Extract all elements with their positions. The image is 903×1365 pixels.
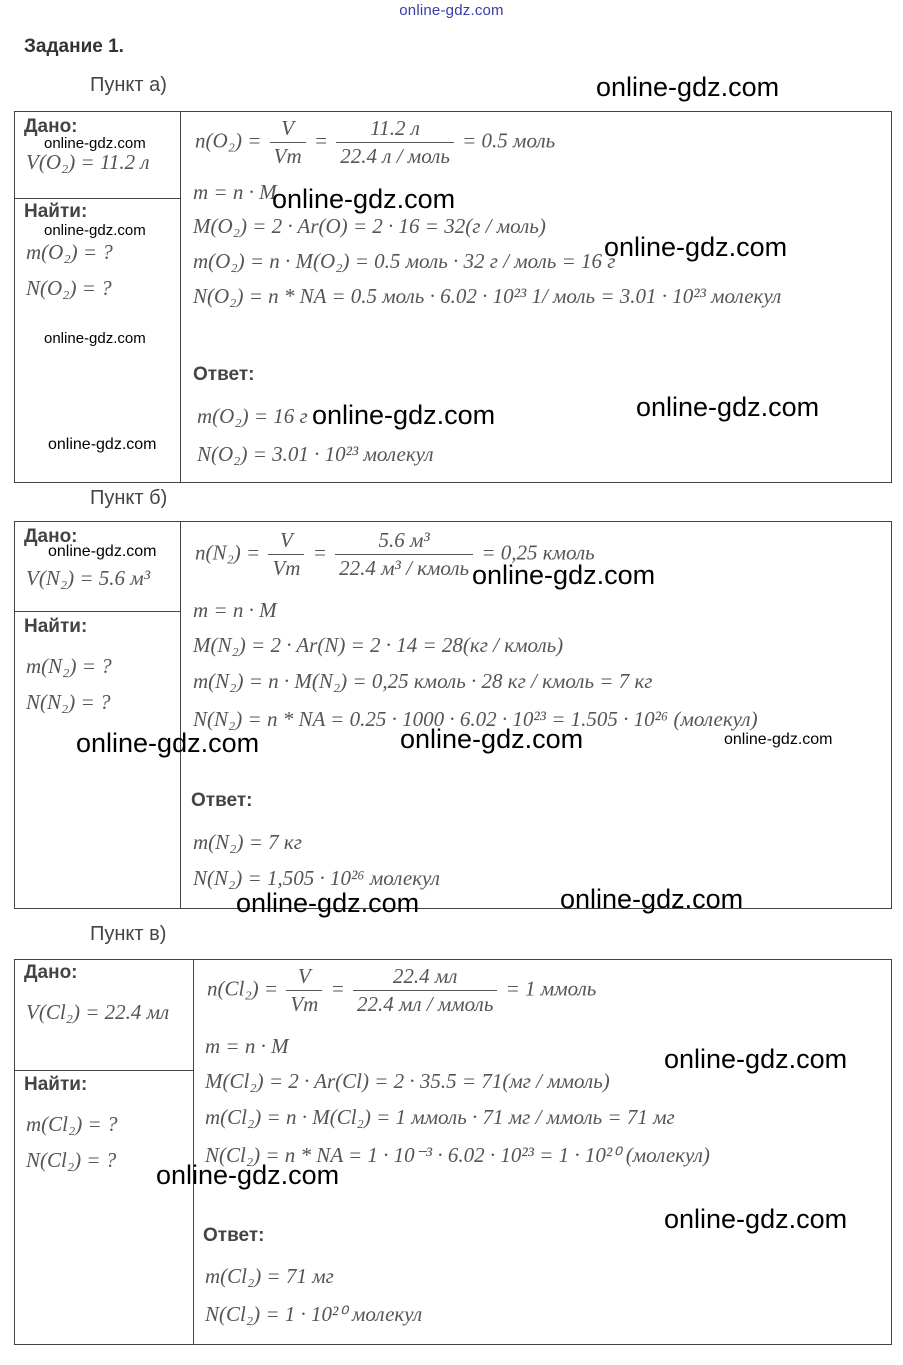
- watermark: online-gdz.com: [560, 884, 744, 914]
- watermark: online-gdz.com: [472, 560, 656, 590]
- part-c-equation-moles: n(Cl₂) = $\frac{V}{Vm}$ = $\frac{22.4 мл}{\text{22.4 мл / ммоль}}$ = 1 ммоль: [207, 964, 597, 1016]
- part-a-answer-count: N(O₂) = 3.01 · 10²³ молекул: [197, 442, 434, 466]
- part-c-find-mass: m(Cl₂) = ?: [26, 1112, 118, 1136]
- part-c-title: Пункт в): [90, 923, 167, 945]
- part-c-panel: [14, 959, 892, 1345]
- part-b-title: Пункт б): [90, 487, 168, 509]
- part-c-equation-mass-formula: m = n · M: [205, 1034, 289, 1058]
- part-b-find-count: N(N₂) = ?: [26, 690, 111, 714]
- part-b-answer-mass: m(N₂) = 7 кг: [193, 830, 302, 854]
- watermark: online-gdz.com: [272, 184, 456, 214]
- site-header-link[interactable]: online-gdz.com: [399, 2, 504, 19]
- watermark: online-gdz.com: [636, 392, 820, 422]
- part-c-given-label: Дано:: [24, 962, 78, 983]
- part-c-find-label: Найти:: [24, 1074, 88, 1095]
- watermark: online-gdz.com: [312, 400, 496, 430]
- part-a-equation-mass: m(O₂) = n · M(O₂) = 0.5 моль · 32 г / моль = 16 г: [193, 249, 616, 273]
- part-a-answer-mass: m(O₂) = 16 г: [197, 404, 308, 428]
- part-b-find-mass: m(N₂) = ?: [26, 654, 112, 678]
- part-a-equation-molar-mass: M(O₂) = 2 · Ar(O) = 2 · 16 = 32(г / моль): [193, 214, 546, 238]
- watermark: online-gdz.com: [48, 436, 157, 453]
- part-a-title: Пункт а): [90, 74, 167, 96]
- part-b-equation-mass: m(N₂) = n · M(N₂) = 0,25 кмоль · 28 кг / кмоль = 7 кг: [193, 669, 653, 693]
- part-a-find-mass: m(O₂) = ?: [26, 240, 113, 264]
- part-a-given-value: V(O₂) = 11.2 л: [26, 150, 150, 174]
- part-b-find-label: Найти:: [24, 616, 88, 637]
- watermark: online-gdz.com: [400, 724, 584, 754]
- part-b-equation-moles: n(N₂) = $\frac{V}{Vm}$ = $\frac{\text{5.6 м³}}{\text{22.4 м³ / кмоль}}$ = 0,25 кмоль: [195, 528, 595, 580]
- part-b-equation-count: N(N₂) = n * NA = 0.25 · 1000 · 6.02 · 10²³ = 1.505 · 10²⁶ (молекул): [193, 707, 758, 731]
- watermark: online-gdz.com: [664, 1044, 848, 1074]
- part-c-given-value: V(Cl₂) = 22.4 мл: [26, 1000, 170, 1024]
- part-b-given-value: V(N₂) = 5.6 м³: [26, 566, 150, 590]
- part-b-panel: [14, 521, 892, 909]
- watermark: online-gdz.com: [44, 330, 146, 347]
- part-b-given-label: Дано:: [24, 526, 78, 547]
- part-c-answer-label: Ответ:: [203, 1225, 265, 1246]
- task-title: Задание 1.: [24, 36, 124, 57]
- part-c-answer-mass: m(Cl₂) = 71 мг: [205, 1264, 334, 1288]
- watermark: online-gdz.com: [604, 232, 788, 262]
- part-c-equation-count: N(Cl₂) = n * NA = 1 · 10⁻³ · 6.02 · 10²³ = 1 · 10²⁰ (молекул): [205, 1143, 710, 1167]
- watermark: online-gdz.com: [724, 731, 833, 748]
- watermark: online-gdz.com: [664, 1204, 848, 1234]
- part-c-equation-molar-mass: M(Cl₂) = 2 · Ar(Cl) = 2 · 35.5 = 71(мг / ммоль): [205, 1069, 610, 1093]
- part-b-equation-molar-mass: M(N₂) = 2 · Ar(N) = 2 · 14 = 28(кг / кмоль): [193, 633, 564, 657]
- part-c-answer-count: N(Cl₂) = 1 · 10²⁰ молекул: [205, 1302, 423, 1326]
- part-a-find-count: N(O₂) = ?: [26, 276, 112, 300]
- watermark: online-gdz.com: [76, 728, 260, 758]
- watermark: online-gdz.com: [48, 543, 157, 560]
- watermark: online-gdz.com: [44, 135, 146, 152]
- part-b-answer-count: N(N₂) = 1,505 · 10²⁶ молекул: [193, 866, 440, 890]
- watermark: online-gdz.com: [596, 72, 780, 102]
- watermark: online-gdz.com: [156, 1160, 340, 1190]
- part-b-equation-mass-formula: m = n · M: [193, 598, 277, 622]
- part-a-find-label: Найти:: [24, 201, 88, 222]
- part-c-find-count: N(Cl₂) = ?: [26, 1148, 117, 1172]
- part-a-answer-label: Ответ:: [193, 364, 255, 385]
- watermark: online-gdz.com: [236, 888, 420, 918]
- part-a-equation-mass-formula: m = n · M: [193, 180, 277, 204]
- part-a-given-label: Дано:: [24, 116, 78, 137]
- part-b-answer-label: Ответ:: [191, 790, 253, 811]
- part-c-equation-mass: m(Cl₂) = n · M(Cl₂) = 1 ммоль · 71 мг / ммоль = 71 мг: [205, 1105, 675, 1129]
- part-a-equation-moles: n(O₂) = $\frac{V}{Vm}$ = $\frac{11.2 л}{\text{22.4 л / моль}}$ = 0.5 моль: [195, 116, 556, 168]
- watermark: online-gdz.com: [44, 222, 146, 239]
- part-a-equation-count: N(O₂) = n * NA = 0.5 моль · 6.02 · 10²³ 1/ моль = 3.01 · 10²³ молекул: [193, 284, 782, 308]
